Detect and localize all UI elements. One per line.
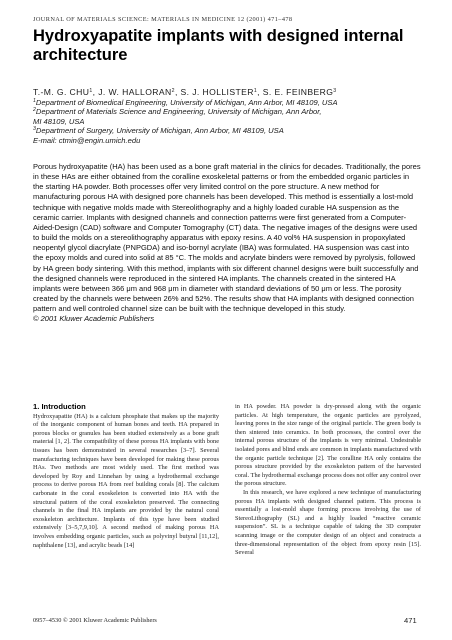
body-paragraph: Hydroxyapatite (HA) is a calcium phosphate that makes up the majority of the inorganic component of human bones and teeth. HA prepared in porous blocks or granules has been studied extensively as a bone graft material [1, 2]. The compatibility of these porous HA implants with bone tissues has been demonstrated in several researches [3–7]. Several manufacturing techniques have been developed for making these porous HAs. Two methods are most widely used. The first method was developed by Roy and Linnehan by using a hydrothermal exchange process to derive porous HA from reef building corals [8]. The calcium carbonate in the coral exoskeleton is converted into HA with the structural pattern of the coral exoskeleton preserved. The connecting channels in the final HA implants are provided by the natural coral exoskeleton architecture. Implants of this type have been studied extensively [3–5,7,9,10]. A second method of making porous HA involves embedding organic particles, such as polyvinyl butyral [11,12], naphthalene [13], and acrylic beads [14] (33, 412, 219, 549)
author-affiliation-marker: 1 (253, 88, 258, 94)
body-column-right (235, 403, 421, 558)
affiliations (33, 98, 428, 145)
email-text[interactable]: E-mail: ctmin@engin.umich.edu (33, 135, 141, 145)
contact-email[interactable] (33, 136, 428, 145)
abstract-text: Porous hydroxyapatite (HA) has been used as a bone graft material in the clinics for decades. Traditionally, the pores in these HAs are either obtained from the coralline exoskeletal patterns or from the embedded organic particles in the starting HA powder. Both processes offer very limited control on the pore structure. A new method for manufacturing porous HA with designed pore channels has been developed. This method is essentially a lost-mold technique with negative molds made with Stereolithography and a highly loaded curable HA suspension as the ceramic carrier. Implants with designed channels and connection patterns were first generated from a Computer-Aided-Design (CAD) software and Computer Tomography (CT) data. The negative images of the designs were used to build the molds on a stereolithography apparatus with epoxy resins. A 40 vol% HA suspension in propoxylated neopentyl glycol diacrylate (PNPGDA) and iso-bornyl acrylate (IBA) was formulated. HA suspension was cast into the epoxy molds and cured into solid at 85 °C. The molds and acrylate binders were removed by pyrolysis, followed by HA green body sintering. With this method, implants with six different channel designs were built successfully and the designed channels were reproduced in the sintered HA implants. The channels created in the sintered HA implants were between 366 μm and 968 μm in diameter with standard deviations of 50 μm or less. The porosity created by the channels were between 26% and 52%. The results show that HA implants with designed connection pattern and well controled channel size can be built with the technique developed in this study. (33, 162, 421, 314)
author-separator: , (92, 87, 99, 97)
affiliation-line (33, 107, 428, 116)
affiliation-marker: 3 (33, 126, 36, 133)
author-affiliation-marker: 1 (89, 88, 93, 94)
page-number: 471 (404, 616, 417, 625)
author-separator: , (257, 87, 263, 97)
affiliation-marker: 2 (33, 107, 36, 114)
affiliation-text: Department of Materials Science and Engineering, University of Michigan, Ann Arbor, (35, 107, 322, 117)
affiliation-text: Department of Surgery, University of Michigan, Ann Arbor, MI 48109, USA (35, 126, 284, 136)
affiliation-marker: 1 (33, 98, 36, 104)
section-heading: 1. Introduction (33, 402, 86, 411)
affiliation-line (33, 98, 428, 107)
author-name: J. W. HALLORAN (98, 87, 172, 97)
abstract-copyright: © 2001 Kluwer Academic Publishers (33, 314, 155, 324)
footer-issn: 0957–4530 © 2001 Kluwer Academic Publishers (33, 617, 157, 624)
author-separator: , (174, 87, 181, 97)
body-paragraph: in HA powder. HA powder is dry-pressed along with the organic particles. At high temperature, the organic particles are pyrolyzed, leaving pores in the size range of the original particle. The green body is then sintered into ceramics. In both processes, the control over the internal porous structure of the implants is very minimal. Undesirable isolated pores and blind ends are common in implants manufactured with the organic particle technique [2]. The coralline HA only contains the porous structure provided by the exoskeleton pattern of the harvested coral. The hydrothermal exchange process does not offer any control over the porous structure. (235, 403, 421, 488)
abstract (33, 162, 421, 325)
article-title: Hydroxyapatite implants with designed internal architecture (33, 27, 404, 64)
journal-header: JOURNAL OF MATERIALS SCIENCE: MATERIALS IN MEDICINE 12 (2001) 471–478 (33, 16, 293, 23)
author-affiliation-marker: 3 (333, 88, 337, 94)
author-line (33, 87, 337, 97)
affiliation-line (33, 117, 428, 126)
author-name: S. J. HOLLISTER (180, 87, 254, 97)
affiliation-text: Department of Biomedical Engineering, University of Michigan, Ann Arbor, MI 48109, USA (35, 98, 338, 107)
affiliation-text: MI 48109, USA (33, 116, 85, 126)
author-name: T.-M. G. CHU (33, 87, 90, 97)
body-paragraph: In this research, we have explored a new technique of manufacturing porous HA implants with designed channel pattern. This process is essentially a lost-mold shape forming process involving the use of StereoLithography (SL) and a highly loaded “reactive ceramic suspension”. SL is a technique capable of taking the 3D computer scanning image or the computer design of an object and constructs a three-dimensional representation of the object from epoxy resin [15]. Several (235, 488, 421, 557)
affiliation-line (33, 126, 428, 135)
body-column-left (33, 403, 219, 550)
author-affiliation-marker: 2 (171, 88, 175, 94)
author-name: S. E. FEINBERG (262, 87, 334, 97)
